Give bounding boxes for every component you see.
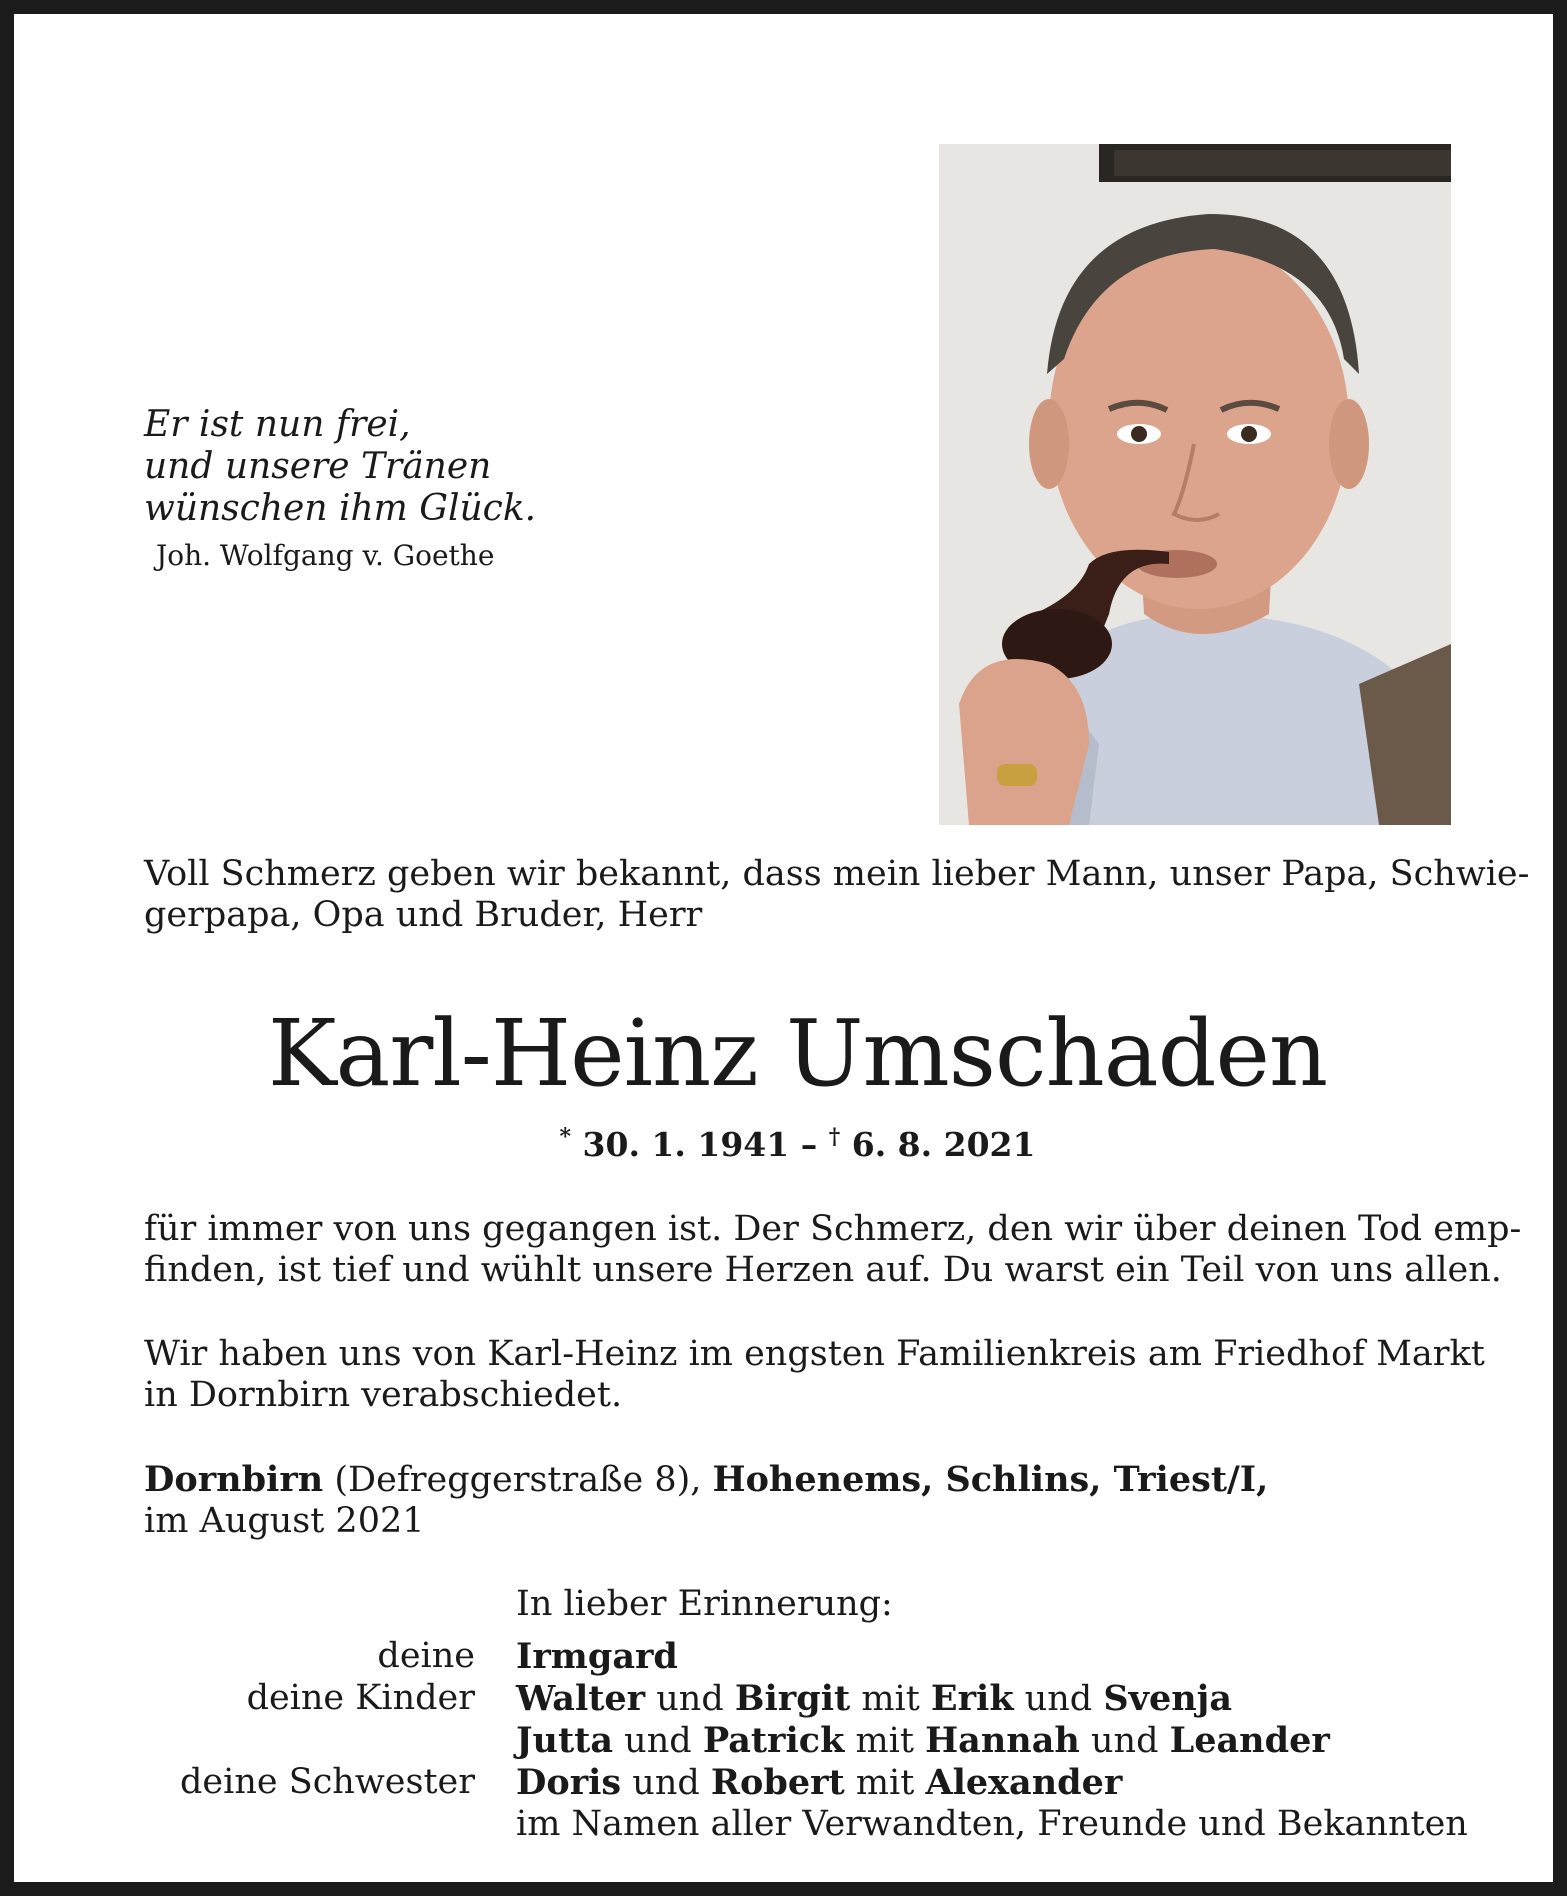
deceased-name: Karl-Heinz Umschaden — [267, 1000, 1328, 1107]
birth-symbol: * — [559, 1124, 572, 1150]
farewell-paragraph — [144, 1334, 1485, 1416]
family-name: Leander — [1169, 1720, 1330, 1761]
family-sister-row — [516, 1762, 1122, 1804]
conjunction: und — [1090, 1721, 1159, 1761]
text-line: finden, ist tief und wühlt unsere Herzen auf. Du warst ein Teil von uns allen. — [144, 1250, 1502, 1290]
family-name: Alexander — [925, 1762, 1123, 1803]
passing-paragraph — [144, 1209, 1522, 1291]
family-children-row — [516, 1678, 1232, 1720]
family-name: Patrick — [702, 1720, 845, 1761]
date-dash: – — [800, 1125, 818, 1164]
conjunction: und — [624, 1721, 692, 1761]
place-date: im August 2021 — [144, 1501, 425, 1541]
text-line: für immer von uns gegangen ist. Der Schmerz, den wir über deinen Tod emp- — [144, 1209, 1522, 1249]
life-dates — [14, 1124, 1567, 1164]
conjunction: und — [1024, 1679, 1093, 1719]
family-name: Jutta — [516, 1720, 614, 1761]
place-others: Hohenems, Schlins, Triest/I, — [712, 1459, 1269, 1500]
family-name: Hannah — [925, 1720, 1080, 1761]
relation-wife: deine — [377, 1636, 475, 1676]
memorial-heading: In lieber Erinnerung: — [516, 1584, 893, 1624]
family-name: Birgit — [734, 1678, 851, 1719]
death-date: 6. 8. 2021 — [851, 1125, 1036, 1164]
place-city: Dornbirn — [144, 1459, 324, 1500]
text-line: in Dornbirn verabschiedet. — [144, 1375, 623, 1415]
family-name: Doris — [516, 1762, 622, 1803]
portrait-illustration — [939, 144, 1451, 825]
quote-line: wünschen ihm Glück. — [144, 488, 537, 529]
quote-line: und unsere Tränen — [144, 446, 492, 487]
intro-paragraph — [144, 854, 1530, 936]
text-line: gerpapa, Opa und Bruder, Herr — [144, 895, 703, 935]
birth-date: 30. 1. 1941 — [582, 1125, 790, 1164]
family-name: Walter — [516, 1678, 646, 1719]
portrait-photo — [939, 144, 1451, 825]
family-children-row — [516, 1720, 1330, 1762]
goethe-quote — [144, 404, 664, 574]
wife-name: Irmgard — [516, 1636, 678, 1677]
conjunction: mit — [861, 1679, 920, 1719]
conjunction: mit — [855, 1721, 914, 1761]
conjunction: und — [632, 1763, 700, 1803]
relation-children: deine Kinder — [246, 1678, 475, 1718]
family-name: Robert — [710, 1762, 845, 1803]
text-line: Wir haben uns von Karl-Heinz im engsten Familienkreis am Friedhof Markt — [144, 1334, 1485, 1374]
family-wife — [516, 1636, 678, 1678]
place-and-date — [144, 1459, 1454, 1542]
family-name: Svenja — [1103, 1678, 1233, 1719]
quote-author: Joh. Wolfgang v. Goethe — [156, 539, 495, 572]
place-line — [144, 1459, 1454, 1501]
relation-sister: deine Schwester — [180, 1762, 475, 1802]
place-address: (Defreggerstraße 8), — [334, 1460, 702, 1500]
conjunction: mit — [855, 1763, 915, 1803]
conjunction: und — [656, 1679, 724, 1719]
family-name: Erik — [930, 1678, 1014, 1719]
death-symbol: † — [828, 1124, 841, 1150]
text-line: Voll Schmerz geben wir bekannt, dass mein lieber Mann, unser Papa, Schwie- — [144, 854, 1530, 894]
quote-line: Er ist nun frei, — [144, 404, 411, 445]
memorial-closing: im Namen aller Verwandten, Freunde und Bekannten — [516, 1804, 1468, 1844]
